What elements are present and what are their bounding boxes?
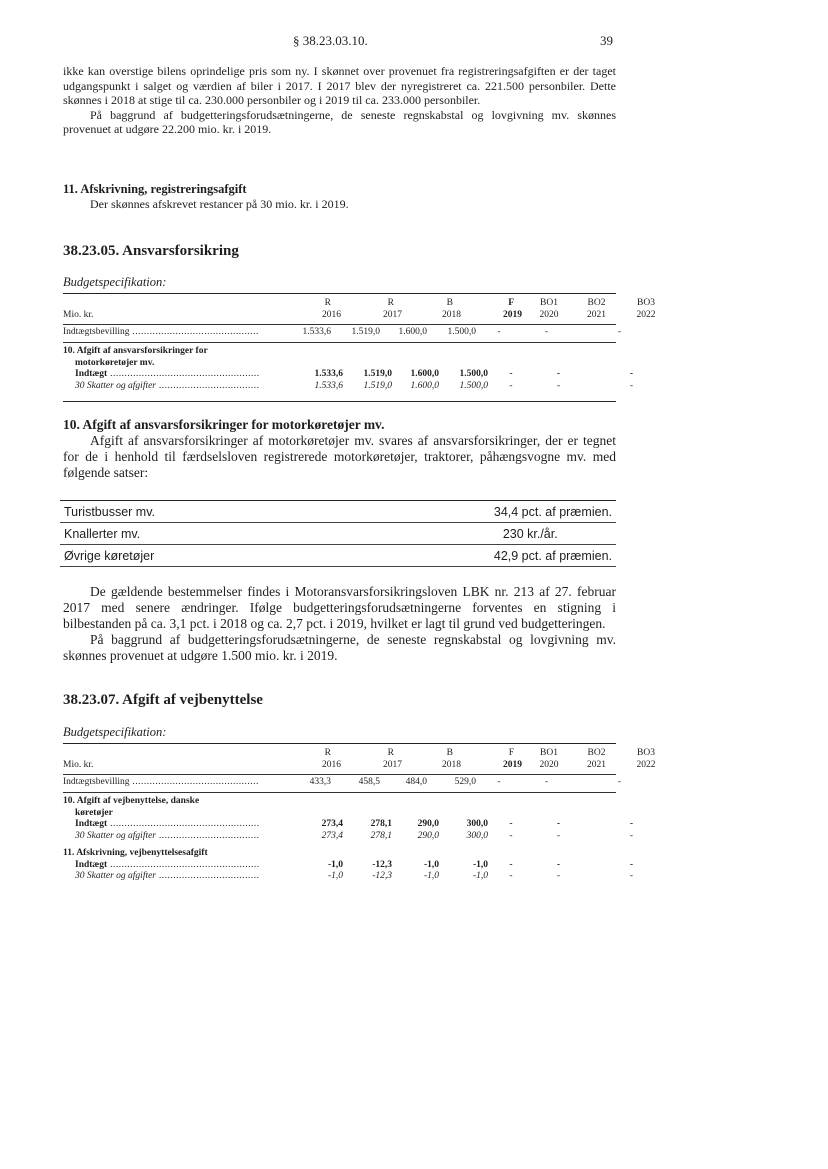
- cell: 278,1: [370, 819, 392, 829]
- page-number: 39: [600, 33, 613, 48]
- group-title: 11. Afskrivning, vejbenyttelsesafgift: [63, 848, 208, 858]
- table-row: [63, 819, 633, 831]
- cell: 1.533,6: [314, 369, 343, 379]
- col-type: BO1: [540, 748, 558, 758]
- col-year: 2017: [383, 309, 402, 320]
- table-2-header-rule: [63, 774, 616, 775]
- cell: 458,5: [358, 777, 380, 787]
- cell: 300,0: [466, 830, 488, 841]
- cell: 433,3: [309, 777, 331, 787]
- col-type: R: [387, 298, 394, 308]
- col-year: 2020: [539, 759, 559, 770]
- cell: -1,0: [327, 871, 343, 881]
- cell: 1.600,0: [410, 380, 439, 391]
- col-type: BO2: [587, 748, 606, 758]
- col-year: 2021: [587, 309, 606, 320]
- cell: -1,0: [472, 859, 488, 870]
- col-type: R: [324, 748, 331, 758]
- rate-label: Turistbusser mv.: [60, 501, 173, 523]
- row-label: Indtægt .....: [75, 369, 259, 379]
- cell: -12,3: [372, 871, 392, 881]
- intro-paragraph-2: På baggrund af budgetteringsforudsætningerne, de seneste regnskabstal og lovgivning mv. skønnes provenuet at udgøre 22.200 mio. kr. i 2019.: [63, 107, 616, 136]
- cell: 1.600,0: [410, 369, 439, 379]
- cell: -12,3: [372, 859, 392, 870]
- cell: 273,4: [321, 819, 343, 829]
- cell: -: [629, 859, 633, 870]
- intro-sub-text: Der skønnes afskrevet restancer på 30 mio. kr. i 2019.: [90, 197, 349, 211]
- cell: 290,0: [417, 819, 439, 829]
- section-2-spec-label: Budgetspecifikation:: [63, 725, 167, 739]
- table-row: [60, 523, 616, 545]
- col-type: BO2: [587, 298, 606, 308]
- table-2-top-rule: [63, 743, 616, 744]
- section-2-heading: 38.23.07. Afgift af vejbenyttelse: [63, 692, 263, 708]
- table-row: [63, 871, 633, 883]
- cell: -: [556, 830, 561, 841]
- section-1-paragraph-1: De gældende bestemmelser findes i Motoransvarsforsikringsloven LBK nr. 213 af 27. februar 2017 med senere ændringer. Ifølge budgetteringsforudsætningerne forventes en stigning i bilbestanden på ca. 3,1 pct. i 2018 og ca. 2,7 pct. i 2019, hvilket er lagt til grund ved budgetteringen.: [63, 584, 616, 631]
- intro-sub-heading: 11. Afskrivning, registreringsafgift: [63, 182, 247, 196]
- cell: -1,0: [472, 871, 488, 881]
- table-row: [63, 369, 633, 381]
- table-row: [63, 381, 633, 393]
- section-1-spec-label: Budgetspecifikation:: [63, 275, 167, 289]
- col-year: 2019: [503, 759, 522, 770]
- table-1-total-rule: [63, 342, 616, 343]
- cell: 1.533,6: [314, 380, 343, 391]
- cell: -: [556, 380, 561, 391]
- section-1-paragraph-2: På baggrund af budgetteringsforudsætningerne, de seneste regnskabstal og lovgivning mv. skønnes provenuet at udgøre 1.500 mio. kr. i 2019.: [63, 632, 616, 663]
- cell: 1.519,0: [363, 380, 392, 391]
- cell: -: [509, 859, 513, 870]
- budget-table-1-body: [63, 327, 621, 339]
- row-label: 30 Skatter og afgifter .....: [75, 831, 259, 841]
- col-year: 2019: [503, 309, 522, 320]
- group-title-continued: motorkøretøjer mv.: [75, 357, 155, 368]
- table-header-types: [63, 748, 671, 760]
- row-label: Indtægtsbevilling .....: [63, 777, 259, 787]
- budget-table-2-groups: [63, 796, 633, 883]
- section-1-closing: [63, 584, 616, 664]
- col-type: R: [324, 298, 331, 308]
- cell: 273,4: [321, 830, 343, 841]
- col-type: B: [446, 298, 453, 308]
- table-row: [63, 327, 621, 339]
- table-row: [63, 848, 633, 860]
- table-1-bottom-rule: [63, 401, 616, 402]
- unit-label: Mio. kr.: [63, 759, 94, 770]
- col-type: BO3: [637, 748, 655, 758]
- col-year: 2022: [636, 309, 656, 320]
- cell: -1,0: [423, 859, 439, 870]
- table-row: [63, 358, 633, 370]
- cell: -: [629, 871, 633, 881]
- unit-label: Mio. kr.: [63, 309, 94, 320]
- table-1-header-rule: [63, 324, 616, 325]
- table-row: [63, 860, 633, 872]
- cell: -: [629, 369, 633, 379]
- cell: -: [617, 327, 621, 337]
- cell: 1.519,0: [351, 327, 380, 337]
- cell: -1,0: [327, 859, 343, 870]
- cell: -: [556, 369, 561, 379]
- cell: -: [544, 327, 549, 337]
- cell: 529,0: [454, 777, 476, 787]
- section-reference: § 38.23.03.10.: [293, 33, 368, 48]
- cell: -1,0: [423, 871, 439, 881]
- cell: -: [509, 380, 513, 391]
- rates-table: [60, 500, 616, 567]
- cell: 1.500,0: [459, 380, 488, 391]
- cell: 1.500,0: [447, 327, 476, 337]
- cell: 1.519,0: [363, 369, 392, 379]
- rate-value: 42,9 pct. af præmien.: [173, 545, 616, 567]
- section-1-heading: 38.23.05. Ansvarsforsikring: [63, 243, 239, 259]
- table-header-types: [63, 298, 671, 310]
- col-year: 2022: [636, 759, 656, 770]
- cell: -: [617, 777, 621, 787]
- intro-paragraph-1: ikke kan overstige bilens oprindelige pris som ny. I skønnet over provenuet fra registreringsafgiften er der taget udgangspunkt i salget og værdien af biler i 2017. I 2017 blev der nyregistreret ca. 221.500 personbiler. Dette skønnes i 2018 at stige til ca. 230.000 personbiler og i 2019 til ca. 233.000 personbiler.: [63, 64, 616, 107]
- cell: 290,0: [417, 830, 439, 841]
- section-1-sub-heading: 10. Afgift af ansvarsforsikringer for motorkøretøjer mv.: [63, 417, 385, 432]
- table-row: [63, 346, 633, 358]
- cell: -: [629, 830, 633, 841]
- col-year: 2018: [442, 759, 461, 770]
- table-header-years: [63, 760, 671, 772]
- cell: -: [497, 777, 501, 787]
- col-type: BO3: [637, 298, 655, 308]
- rate-value: 230 kr./år.: [173, 523, 616, 545]
- rate-value: 34,4 pct. af præmien.: [173, 501, 616, 523]
- cell: 300,0: [466, 819, 488, 829]
- budget-table-2-body: [63, 777, 621, 789]
- cell: 278,1: [370, 830, 392, 841]
- table-header-years: [63, 310, 671, 322]
- section-1-sub-text: Afgift af ansvarsforsikringer af motorkøretøjer mv. svares af ansvarsforsikringer, der er tegnet for de i henhold til færdselsloven registrerede motorkøretøjer, traktorer, påhængsvogne mv. med følgende satser:: [63, 433, 616, 480]
- cell: -: [497, 327, 501, 337]
- col-year: 2016: [322, 759, 341, 770]
- col-year: 2017: [383, 759, 402, 770]
- row-label: Indtægt .....: [75, 860, 259, 870]
- budget-table-1-groups: [63, 346, 633, 392]
- row-label: 30 Skatter og afgifter .....: [75, 381, 259, 391]
- cell: -: [544, 777, 549, 787]
- row-label: 30 Skatter og afgifter .....: [75, 871, 259, 881]
- table-row: [63, 796, 633, 808]
- intro-sub-block: [63, 182, 616, 212]
- cell: -: [509, 369, 513, 379]
- section-1-sub-block: [63, 417, 616, 481]
- table-row: [60, 545, 616, 567]
- budget-table-2: [63, 748, 671, 771]
- table-row: [63, 831, 633, 843]
- table-1-top-rule: [63, 293, 616, 294]
- col-type: F: [508, 748, 514, 758]
- table-row: [63, 808, 633, 820]
- cell: -: [629, 819, 633, 829]
- cell: 1.600,0: [398, 327, 427, 337]
- budget-table-1: [63, 298, 671, 321]
- cell: -: [556, 871, 561, 881]
- cell: -: [556, 859, 561, 870]
- group-title: 10. Afgift af vejbenyttelse, danske: [63, 796, 200, 806]
- col-type: B: [446, 748, 453, 758]
- col-year: 2018: [442, 309, 461, 320]
- col-year: 2021: [587, 759, 606, 770]
- cell: -: [509, 819, 513, 829]
- cell: -: [629, 380, 633, 391]
- col-type: BO1: [540, 298, 558, 308]
- rate-label: Knallerter mv.: [60, 523, 173, 545]
- group-title-continued: køretøjer: [75, 807, 113, 818]
- cell: -: [509, 830, 513, 841]
- col-year: 2016: [322, 309, 341, 320]
- cell: 1.500,0: [459, 369, 488, 379]
- table-row: [60, 501, 616, 523]
- rate-label: Øvrige køretøjer: [60, 545, 173, 567]
- col-year: 2020: [539, 309, 559, 320]
- row-label: Indtægt .....: [75, 819, 259, 829]
- group-title: 10. Afgift af ansvarsforsikringer for: [63, 346, 208, 356]
- cell: 1.533,6: [302, 327, 331, 337]
- table-2-total-rule: [63, 792, 616, 793]
- cell: -: [509, 871, 513, 881]
- row-label: Indtægtsbevilling .....: [63, 327, 259, 337]
- table-row: [63, 777, 621, 789]
- cell: 484,0: [405, 777, 427, 787]
- col-type: R: [387, 748, 394, 758]
- col-type: F: [508, 298, 514, 308]
- intro-block: [63, 64, 616, 137]
- cell: -: [556, 819, 561, 829]
